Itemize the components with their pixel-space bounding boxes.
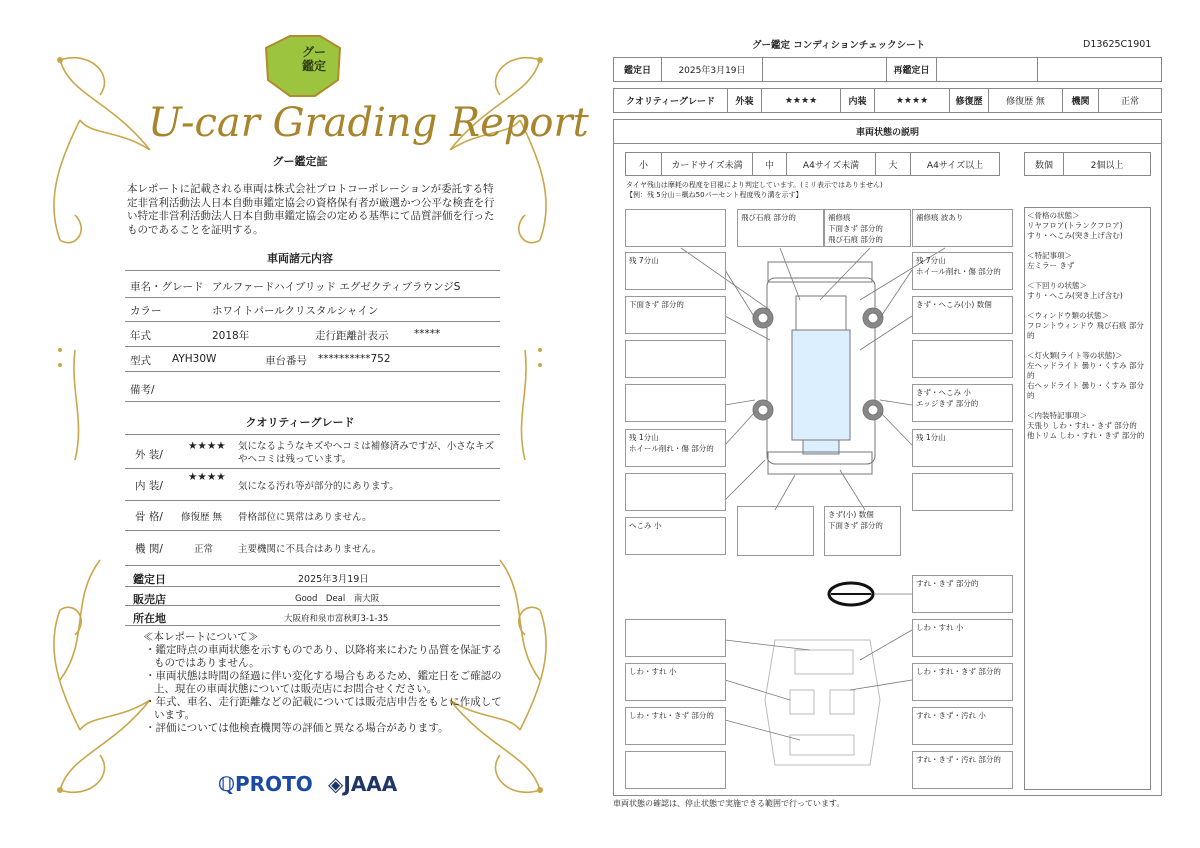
address: 大阪府和泉市富秋町3-1-35 (284, 614, 389, 624)
inspection-box: 補修痕 波あり (912, 209, 1013, 247)
count-label: 数個 (1024, 152, 1064, 176)
car-color: ホワイトパールクリスタルシャイン (212, 305, 379, 317)
ext-label: 外装 (727, 88, 762, 113)
grade-title: クオリティーグレード (245, 416, 355, 429)
goo-logo: グー 鑑定 (301, 45, 326, 73)
inspection-box: 残 7分山 (625, 252, 726, 290)
grade-text: 骨格部位に異常はありません。 (238, 512, 372, 523)
address-label: 所在地 (133, 612, 166, 625)
grade-stars: ★★★★ (188, 471, 226, 483)
inspection-box: 残 1分山 (912, 429, 1013, 467)
size-medium: 中 (752, 152, 787, 176)
car-name: アルファードハイブリッド エグゼクティブラウンジS (212, 281, 461, 293)
year-value: 2018年 (212, 330, 250, 342)
grade-status: 正常 (194, 544, 214, 555)
inspection-box: きず(小) 数個 下面きず 部分的 (824, 506, 901, 556)
appraisal-date: 2025年3月19日 (298, 574, 369, 585)
doc-id: D13625C1901 (1083, 39, 1152, 50)
note-item: ・鑑定時点の車両状態を示すものであり、以降将来にわたり品質を保証するものではありません。 (145, 644, 502, 669)
note-item: ・年式、車名、走行距離などの記載については販売店申告をもとに作成しています。 (145, 696, 502, 721)
appraisal-date-label: 鑑定日 (133, 573, 166, 586)
interior-box (625, 751, 726, 789)
cert-title: グー鑑定証 (272, 155, 328, 168)
grade-text: 気になる汚れ等が部分的にあります。 (238, 481, 399, 492)
ext-stars: ★★★★ (761, 88, 841, 113)
name-label: 車名・グレード (130, 281, 204, 293)
engine-label: 機関 (1062, 88, 1099, 113)
year-label: 年式 (130, 330, 151, 342)
int-label: 内装 (840, 88, 875, 113)
mileage-label: 走行距離計表示 (315, 330, 389, 342)
shop-name: Good Deal 南大阪 (295, 594, 380, 604)
repair-value: 修復歴 無 (988, 88, 1063, 113)
interior-box: しわ・すれ 小 (912, 619, 1013, 657)
inspection-box: 飛び石痕 部分的 (737, 209, 824, 247)
date-value: 2025年3月19日 (661, 57, 763, 82)
note-item: ・評価については他検査機関等の評価と異なる場合があります。 (145, 722, 449, 734)
section-title: 車両状態の説明 (613, 119, 1162, 144)
interior-box: しわ・すれ・きず 部分的 (625, 707, 726, 745)
grade-label: 機 関/ (135, 543, 163, 555)
repair-label: 修復歴 (949, 88, 989, 113)
grade-label: 外 装/ (135, 449, 163, 461)
shop-label: 販売店 (133, 593, 166, 606)
count-value: 2個以上 (1063, 152, 1151, 176)
inspection-box: きず・へこみ 小 エッジきず 部分的 (912, 384, 1013, 422)
inspection-box: きず・へこみ(小) 数個 (912, 296, 1013, 334)
sheet-title: グー鑑定 コンディションチェックシート (752, 40, 926, 51)
grade-text: 主要機関に不具合はありません。 (238, 544, 382, 555)
re-date-label: 再鑑定日 (886, 57, 937, 82)
sheet-footer: 車両状態の確認は、停止状態で実施できる範囲で行っています。 (613, 799, 845, 808)
date-label: 鑑定日 (613, 57, 662, 82)
inspection-box (625, 209, 726, 247)
inspection-box (625, 473, 726, 511)
jaaa-logo: ◈JAAA (328, 772, 398, 796)
grade-label: 内 装/ (135, 480, 163, 492)
cert-body: 本レポートに記載される車両は株式会社プロトコーポレーションが委託する特定非営利活動法人日本自動車鑑定協会の資格保有者が厳選かつ公平な検査を行い特定非営利活動法人日本自動車鑑定協会の定める基準にて品質評価を行ったものであることを証明する。 (127, 183, 495, 236)
tire-note: タイヤ残山は摩耗の程度を目視により判定しています。(ミリ表示ではありません) 【例：残 5分山＝概ね50パーセント程度残り溝を示す】 (626, 181, 883, 199)
color-label: カラー (130, 305, 162, 317)
remarks-label: 備考/ (130, 384, 155, 396)
grade-text: 気になるようなキズやヘコミは補修済みですが、小さなキズやヘコミは残っています。 (238, 441, 495, 465)
inspection-box (737, 506, 814, 556)
inspection-box: 残 7分山 ホイール削れ・傷 部分的 (912, 252, 1013, 290)
inspection-box: 補修痕 下面きず 部分的 飛び石痕 部分的 (824, 209, 911, 247)
inspection-box (625, 384, 726, 422)
size-large: 大 (875, 152, 911, 176)
notes-text: ＜骨格の状態＞ リヤフロア(トランクフロア) すり・へこみ(突き上げ含む) ＜特記事項＞ 左ミラー きず ＜下回りの状態＞ すり・へこみ(突き上げ含む) ＜ウィンドウ類の状態＞ フロントウィンドウ 飛び石痕 部分的 ＜灯火類(ライト等の状態)＞ 左ヘッドライト 曇り・くすみ 部分的 右ヘッドライト 曇り・くすみ 部分的 ＜内装特記事項＞ 天張り しわ・すれ・きず 部分的 他トリム しわ・すれ・きず 部分的 (1027, 211, 1145, 440)
size-small-desc: カードサイズ未満 (661, 152, 753, 176)
int-stars: ★★★★ (874, 88, 950, 113)
model-label: 型式 (130, 355, 151, 367)
size-small: 小 (625, 152, 662, 176)
inspection-box (625, 340, 726, 378)
interior-box: すれ・きず 部分的 (912, 575, 1013, 613)
size-large-desc: A4サイズ以上 (910, 152, 1000, 176)
inspection-box: 下面きず 部分的 (625, 296, 726, 334)
inspection-box: 残 1分山 ホイール削れ・傷 部分的 (625, 429, 726, 467)
grade-status: 修復歴 無 (181, 512, 223, 523)
spec-title: 車両諸元内容 (267, 252, 333, 265)
inspection-box: へこみ 小 (625, 517, 726, 555)
chassis-value: **********752 (318, 353, 391, 365)
chassis-label: 車台番号 (265, 355, 307, 367)
report-title: U-car Grading Report (148, 100, 589, 146)
interior-box: しわ・すれ・きず 部分的 (912, 663, 1013, 701)
notes-title: ≪本レポートについて≫ (143, 631, 259, 643)
mileage-value: ***** (414, 328, 441, 340)
interior-box (625, 619, 726, 657)
grade-label: 骨 格/ (135, 511, 163, 523)
model-value: AYH30W (172, 353, 217, 365)
grade-stars: ★★★★ (188, 440, 226, 452)
interior-box: すれ・きず・汚れ 部分的 (912, 751, 1013, 789)
note-item: ・車両状態は時間の経過に伴い変化する場合もあるため、鑑定日をご確認の上、現在の車両状態については販売店にお問合せください。 (145, 670, 502, 695)
engine-value: 正常 (1098, 88, 1162, 113)
proto-logo: ℚPROTO (218, 772, 313, 796)
size-medium-desc: A4サイズ未満 (786, 152, 876, 176)
interior-box: しわ・すれ 小 (625, 663, 726, 701)
inspection-box (912, 340, 1013, 378)
qg-label: クオリティーグレード (613, 88, 728, 113)
interior-box: すれ・きず・汚れ 小 (912, 707, 1013, 745)
inspection-box (912, 473, 1013, 511)
